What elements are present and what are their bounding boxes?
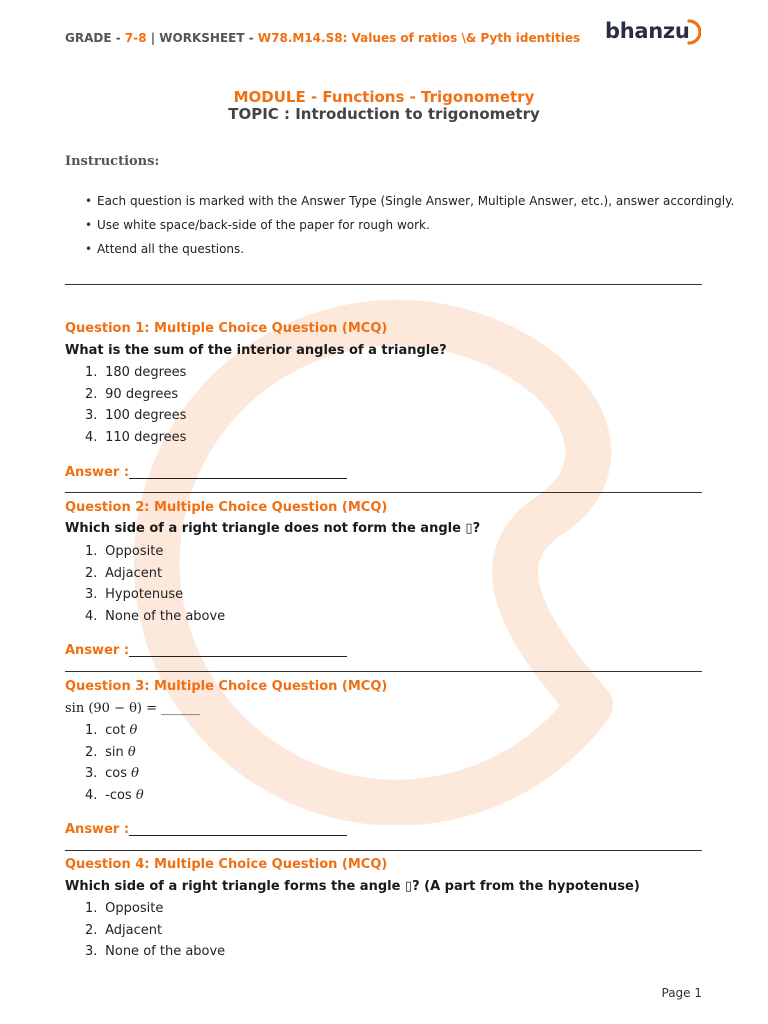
option-label: cot (105, 723, 126, 738)
bhanzu-logo (605, 14, 701, 48)
instruction-item: • Each question is marked with the Answer Type (Single Answer, Multiple Answer, etc.), answer accordingly. (85, 193, 725, 217)
divider (65, 284, 702, 285)
option-label: 90 degrees (105, 386, 179, 402)
option-label: Adjacent (105, 565, 163, 581)
module-title: MODULE - Functions - Trigonometry (233, 88, 535, 106)
option-label: None of the above (105, 608, 226, 624)
worksheet-header (65, 31, 580, 45)
question-3-text: sin (90 − θ) = ______ (65, 701, 201, 716)
question-4-heading: Question 4: Multiple Choice Question (MCQ) (65, 857, 388, 872)
worksheet-code: W78.M14.S8: Values of ratios \& Pyth identities (257, 31, 581, 45)
option-item[interactable]: 3. Hypotenuse (85, 587, 184, 602)
option-item[interactable]: 1. Opposite (85, 544, 164, 559)
question-2-text: Which side of a right triangle does not form the angle ▯? (65, 521, 481, 536)
question-4-options (85, 900, 225, 965)
option-label: Hypotenuse (105, 587, 184, 602)
logo-text: bhanzu (605, 19, 690, 43)
option-item[interactable]: 4. -cos θ (85, 787, 144, 803)
question-1-text: What is the sum of the interior angles of a triangle? (65, 343, 447, 358)
option-item[interactable]: 2. sin θ (85, 744, 136, 760)
theta-symbol: θ (135, 787, 144, 803)
question-2-options (85, 543, 225, 629)
option-label: cos (105, 766, 128, 781)
option-item[interactable]: 2. Adjacent (85, 922, 163, 938)
option-item[interactable]: 3. None of the above (85, 944, 226, 959)
option-item[interactable]: 2. 90 degrees (85, 386, 179, 402)
question-1-heading: Question 1: Multiple Choice Question (MCQ) (65, 321, 388, 336)
header-separator: | WORKSHEET - (146, 31, 258, 45)
option-label: Opposite (105, 901, 164, 916)
option-label: 100 degrees (105, 408, 187, 423)
option-label: None of the above (105, 944, 226, 959)
option-item[interactable]: 1. 180 degrees (85, 365, 187, 380)
logo-arc-icon (687, 18, 701, 46)
question-2-heading: Question 2: Multiple Choice Question (MCQ) (65, 500, 388, 515)
option-label: Opposite (105, 544, 164, 559)
answer-label: Answer : (65, 643, 130, 658)
instructions-heading: Instructions: (65, 154, 160, 169)
topic-title: TOPIC : Introduction to trigonometry (228, 105, 540, 123)
answer-blank[interactable] (129, 656, 347, 657)
answer-label: Answer : (65, 822, 130, 837)
option-item[interactable]: 3. 100 degrees (85, 408, 187, 423)
instructions-list (85, 193, 735, 265)
theta-symbol: θ (129, 723, 138, 738)
option-label: Adjacent (105, 922, 163, 938)
option-item[interactable]: 1. cot θ (85, 723, 138, 738)
instruction-item: • Attend all the questions. (85, 241, 725, 265)
answer-blank[interactable] (129, 478, 347, 479)
grade-label: GRADE - (65, 31, 125, 45)
theta-symbol: θ (127, 744, 136, 760)
divider (65, 492, 702, 493)
answer-blank[interactable] (129, 835, 347, 836)
option-label: -cos (105, 787, 132, 803)
divider (65, 850, 702, 851)
option-item[interactable]: 1. Opposite (85, 901, 164, 916)
question-3-options (85, 722, 144, 808)
option-label: sin (105, 744, 124, 760)
option-label: 110 degrees (105, 429, 187, 445)
divider (65, 671, 702, 672)
instruction-item: • Use white space/back-side of the paper for rough work. (85, 217, 725, 241)
option-item[interactable]: 3. cos θ (85, 766, 139, 781)
option-item[interactable]: 4. None of the above (85, 608, 226, 624)
answer-label: Answer : (65, 465, 130, 480)
question-3-heading: Question 3: Multiple Choice Question (MCQ) (65, 679, 388, 694)
grade-value: 7-8 (124, 31, 147, 45)
page-number: Page 1 (661, 986, 702, 1000)
theta-symbol: θ (131, 766, 139, 781)
option-item[interactable]: 4. 110 degrees (85, 429, 187, 445)
option-label: 180 degrees (105, 365, 187, 380)
question-1-options (85, 364, 186, 450)
option-item[interactable]: 2. Adjacent (85, 565, 163, 581)
question-4-text: Which side of a right triangle forms the angle ▯? (A part from the hypotenuse) (65, 879, 640, 894)
